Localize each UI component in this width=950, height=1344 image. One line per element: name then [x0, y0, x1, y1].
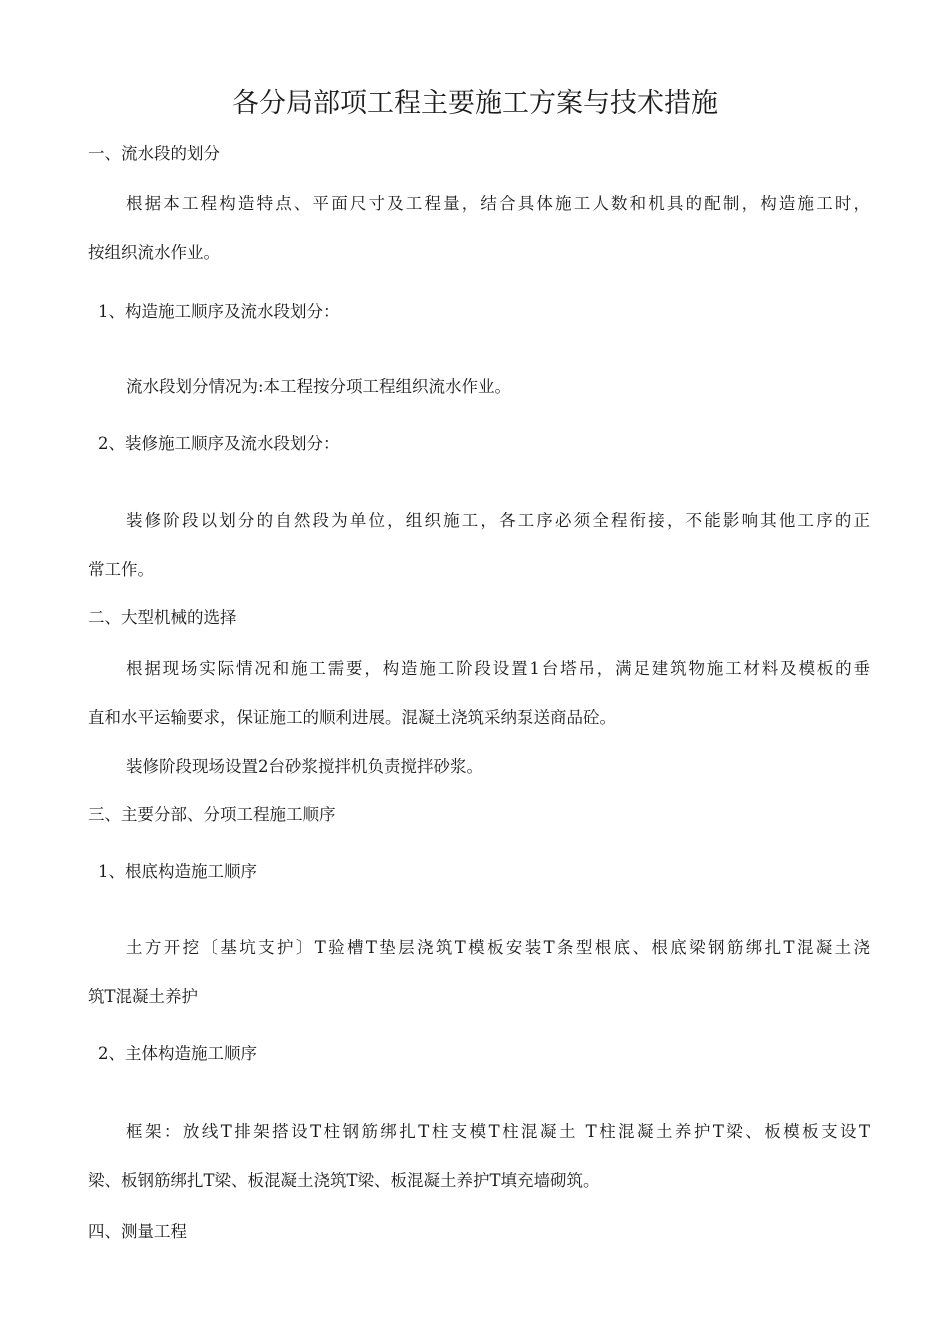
section-2-paragraph-1-line-1: 根据现场实际情况和施工需要，构造施工阶段设置1台塔吊，满足建筑物施工材料及模板的垂 [126, 659, 870, 678]
section-3-heading: 三、主要分部、分项工程施工顺序 [88, 805, 336, 824]
section-1-paragraph-1-line-2: 按组织流水作业。 [88, 243, 220, 262]
section-3-paragraph-2-line-1: 框架：放线T排架搭设T柱钢筋绑扎T柱支模T柱混凝土 T柱混凝土养护T梁、板模板支设T [126, 1122, 870, 1141]
section-1-paragraph-3-line-2: 常工作。 [88, 560, 154, 579]
section-1-heading: 一、流水段的划分 [88, 144, 220, 163]
section-2-paragraph-2: 装修阶段现场设置2台砂浆搅拌机负责搅拌砂浆。 [126, 757, 483, 776]
section-1-paragraph-3-line-1: 装修阶段以划分的自然段为单位，组织施工，各工序必须全程衔接，不能影响其他工序的正 [126, 511, 870, 530]
section-1-subheading-1: 1、构造施工顺序及流水段划分： [98, 302, 340, 321]
section-1-paragraph-2: 流水段划分情况为:本工程按分项工程组织流水作业。 [126, 377, 512, 396]
section-3-subheading-1: 1、根底构造施工顺序 [98, 862, 257, 881]
section-1-paragraph-1-line-1: 根据本工程构造特点、平面尺寸及工程量，结合具体施工人数和机具的配制，构造施工时， [126, 194, 870, 213]
section-3-subheading-2: 2、主体构造施工顺序 [98, 1044, 257, 1063]
document-title: 各分局部项工程主要施工方案与技术措施 [232, 88, 718, 119]
section-3-paragraph-1-line-1: 土方开挖〔基坑支护〕T验槽T垫层浇筑T模板安装T条型根底、根底梁钢筋绑扎T混凝土浇 [126, 938, 870, 957]
section-1-subheading-2: 2、装修施工顺序及流水段划分： [98, 434, 340, 453]
section-4-heading: 四、测量工程 [88, 1222, 187, 1241]
section-3-paragraph-1-line-2: 筑T混凝土养护 [88, 987, 199, 1006]
section-2-paragraph-1-line-2: 直和水平运输要求，保证施工的顺利进展。混凝土浇筑采纳泵送商品砼。 [88, 708, 616, 727]
section-2-heading: 二、大型机械的选择 [88, 608, 237, 627]
section-3-paragraph-2-line-2: 梁、板钢筋绑扎T梁、板混凝土浇筑T梁、板混凝土养护T填充墙砌筑。 [88, 1171, 600, 1190]
